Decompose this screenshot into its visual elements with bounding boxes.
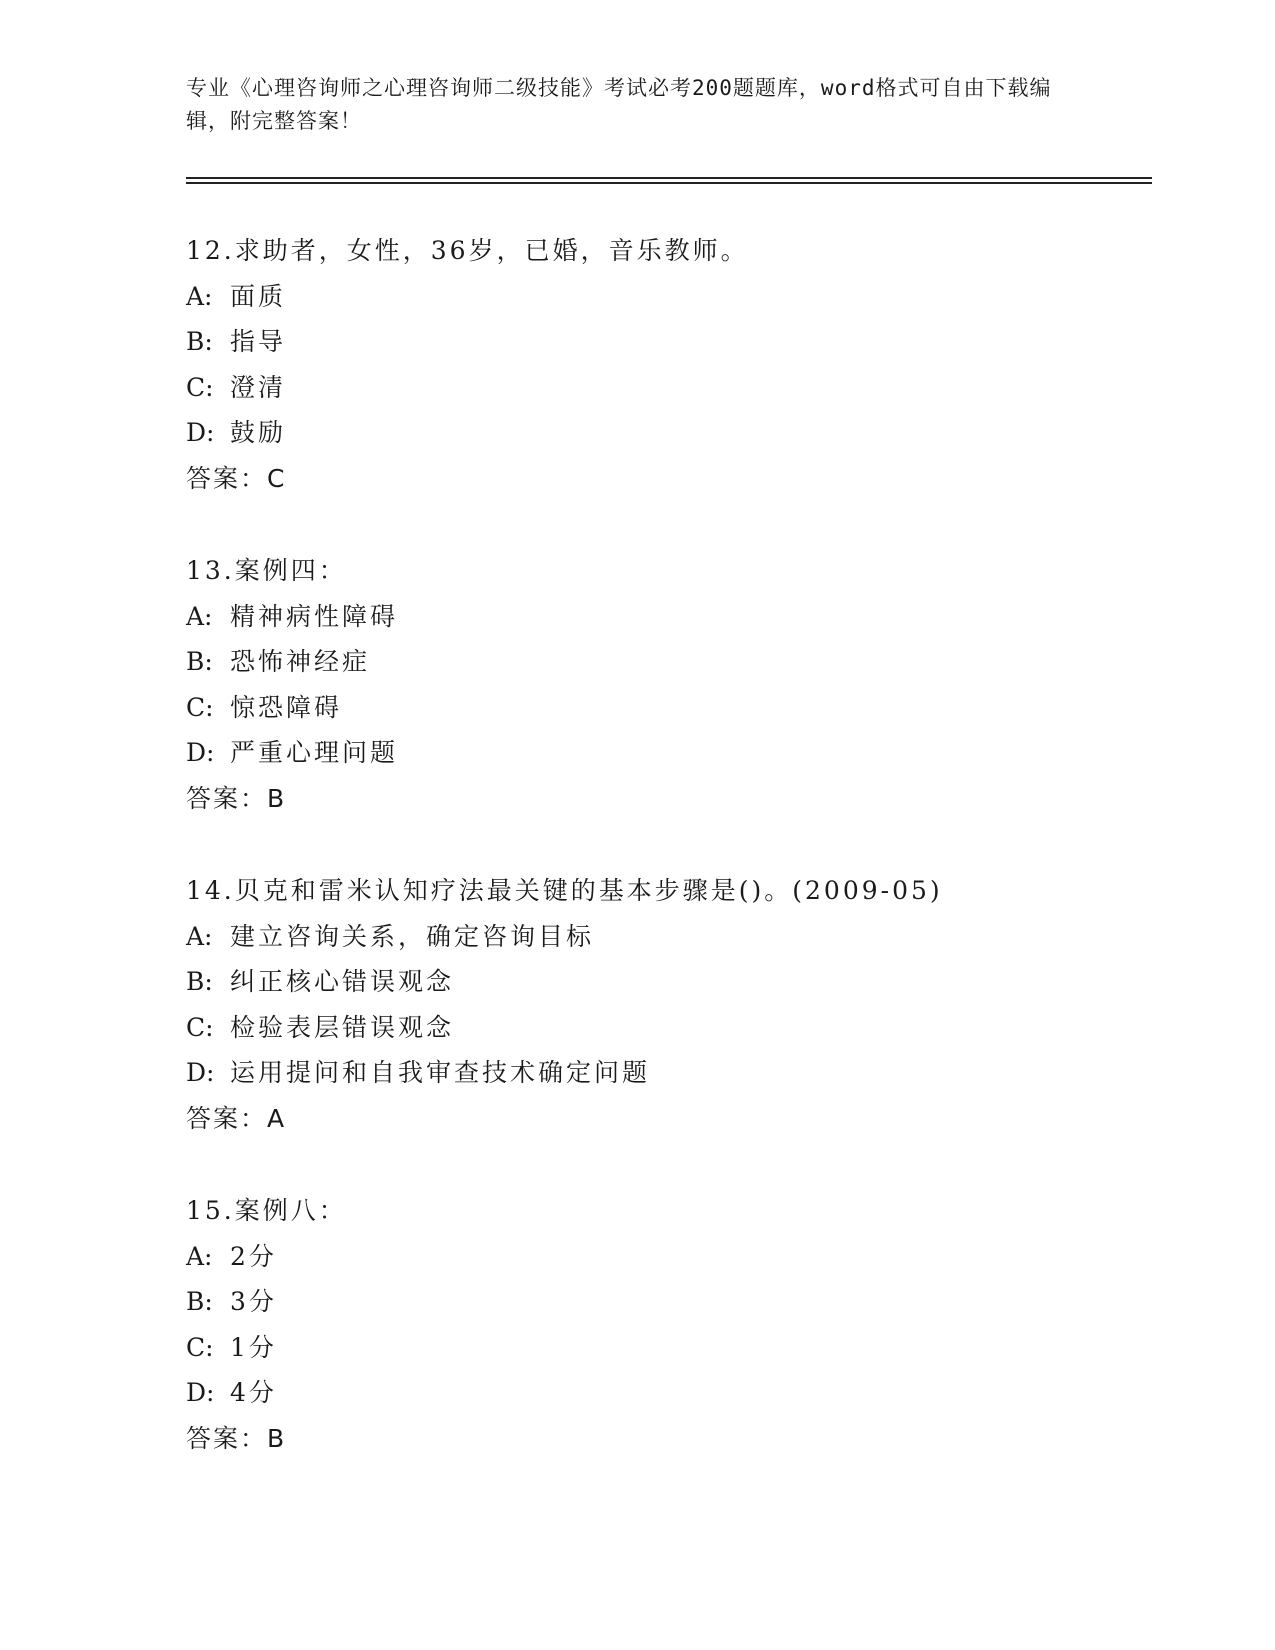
answer-line: 答案：A xyxy=(186,1103,287,1133)
option-c xyxy=(186,685,1146,731)
option-letter: D: xyxy=(186,418,215,447)
option-letter: A: xyxy=(186,281,213,311)
option-letter: C: xyxy=(186,692,214,722)
option-d xyxy=(186,1050,1146,1096)
question-stem: 15.案例八： xyxy=(186,1196,347,1225)
answer-line: 答案：B xyxy=(186,1423,287,1453)
option-b xyxy=(186,959,1146,1005)
option-letter: D: xyxy=(186,738,215,767)
option-letter: B: xyxy=(186,1287,213,1316)
question-stem: 12.求助者，女性，36岁，已婚，音乐教师。 xyxy=(186,236,749,265)
option-text: 3分 xyxy=(230,1287,277,1316)
option-text: 严重心理问题 xyxy=(230,738,399,767)
question-12 xyxy=(186,228,1146,501)
option-a xyxy=(186,914,1146,960)
option-letter: A: xyxy=(186,1241,213,1271)
option-text: 鼓励 xyxy=(230,418,287,447)
option-text: 面质 xyxy=(230,281,287,311)
option-text: 1分 xyxy=(230,1332,277,1362)
answer-line: 答案：C xyxy=(186,463,287,493)
question-stem: 14.贝克和雷米认知疗法最关键的基本步骤是()。(2009-05) xyxy=(186,876,943,905)
option-text: 运用提问和自我审查技术确定问题 xyxy=(230,1058,651,1087)
option-d xyxy=(186,410,1146,456)
option-b xyxy=(186,639,1146,685)
question-stem: 13.案例四： xyxy=(186,556,347,585)
option-text: 检验表层错误观念 xyxy=(230,1012,455,1042)
option-letter: C: xyxy=(186,1012,214,1042)
option-letter: C: xyxy=(186,372,214,402)
option-text: 4分 xyxy=(230,1378,277,1407)
option-text: 2分 xyxy=(230,1241,277,1271)
question-14 xyxy=(186,868,1146,1141)
option-b xyxy=(186,1279,1146,1325)
document-header: 专业《心理咨询师之心理咨询师二级技能》考试必考200题题库，word格式可自由下载编辑，附完整答案！ xyxy=(186,76,1052,133)
question-13 xyxy=(186,548,1146,821)
option-letter: C: xyxy=(186,1332,214,1362)
option-text: 澄清 xyxy=(230,372,287,402)
answer-line: 答案：B xyxy=(186,783,287,813)
header-rule-top xyxy=(186,177,1152,179)
option-letter: D: xyxy=(186,1058,215,1087)
option-letter: B: xyxy=(186,327,213,356)
option-a xyxy=(186,1234,1146,1280)
option-d xyxy=(186,1370,1146,1416)
option-a xyxy=(186,274,1146,320)
option-letter: A: xyxy=(186,601,213,631)
option-c xyxy=(186,1005,1146,1051)
header-rule-bottom xyxy=(186,182,1152,184)
option-text: 指导 xyxy=(230,327,287,356)
option-letter: A: xyxy=(186,921,213,951)
option-a xyxy=(186,594,1146,640)
option-text: 建立咨询关系，确定咨询目标 xyxy=(230,921,595,951)
option-c xyxy=(186,1325,1146,1371)
option-text: 精神病性障碍 xyxy=(230,601,399,631)
option-text: 惊恐障碍 xyxy=(230,692,343,722)
option-text: 恐怖神经症 xyxy=(230,647,371,676)
option-letter: D: xyxy=(186,1378,215,1407)
option-letter: B: xyxy=(186,647,213,676)
question-15 xyxy=(186,1188,1146,1461)
option-b xyxy=(186,319,1146,365)
option-c xyxy=(186,365,1146,411)
option-text: 纠正核心错误观念 xyxy=(230,967,455,996)
option-letter: B: xyxy=(186,967,213,996)
option-d xyxy=(186,730,1146,776)
